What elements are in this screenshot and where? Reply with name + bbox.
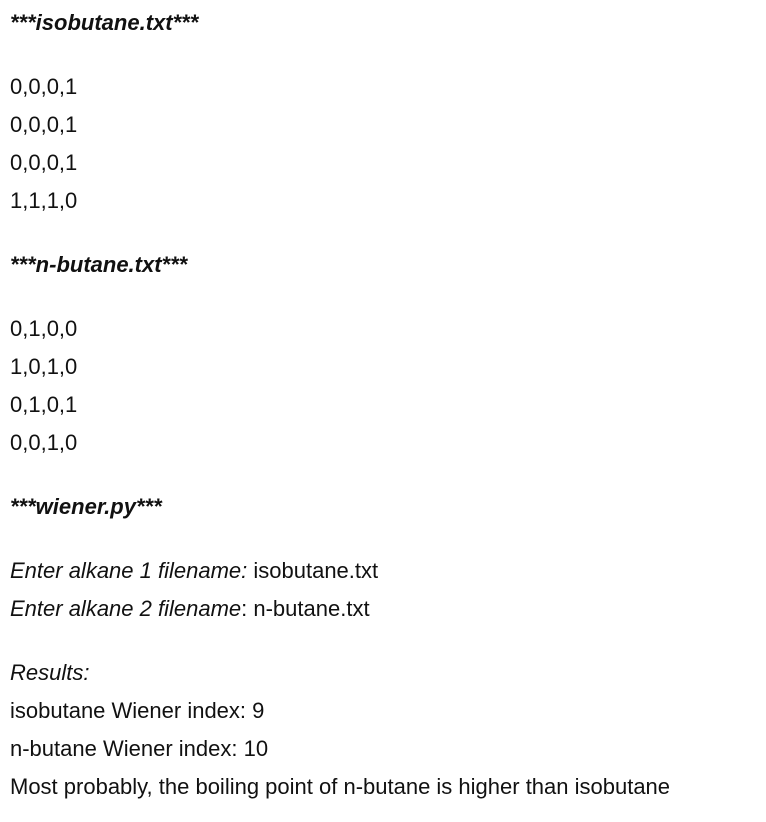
isobutane-wiener-result: isobutane Wiener index: 9 [10, 698, 265, 723]
results-label-text: Results: [10, 660, 90, 685]
spacer [10, 220, 760, 246]
nbutane-wiener-result: n-butane Wiener index: 10 [10, 736, 269, 761]
boiling-point-conclusion: Most probably, the boiling point of n-butane is higher than isobutane [10, 774, 671, 799]
isobutane-matrix-row: 1,1,1,0 [10, 188, 78, 213]
prompt-alkane-2-label: Enter alkane 2 filename [10, 596, 242, 621]
nbutane-file-heading: ***n-butane.txt*** [10, 252, 188, 277]
spacer [10, 526, 760, 552]
nbutane-matrix-row: 0,0,1,0 [10, 430, 78, 455]
prompt-alkane-1-label: Enter alkane 1 filename: [10, 558, 248, 583]
spacer [10, 628, 760, 654]
isobutane-matrix-row: 0,0,0,1 [10, 74, 78, 99]
nbutane-matrix-row: 1,0,1,0 [10, 354, 78, 379]
wiener-script-heading: ***wiener.py*** [10, 494, 162, 519]
document [10, 0, 760, 806]
prompt-alkane-2 [10, 590, 760, 628]
spacer [10, 42, 760, 68]
isobutane-matrix-row: 0,0,0,1 [10, 150, 78, 175]
results-label [10, 654, 760, 692]
prompt-alkane-1 [10, 552, 760, 590]
nbutane-matrix-row: 0,1,0,1 [10, 392, 78, 417]
nbutane-matrix-row: 0,1,0,0 [10, 316, 78, 341]
isobutane-file-heading: ***isobutane.txt*** [10, 10, 199, 35]
prompt-alkane-2-value: : n-butane.txt [241, 596, 370, 621]
prompt-alkane-1-value: isobutane.txt [247, 558, 379, 583]
spacer [10, 284, 760, 310]
isobutane-matrix-row: 0,0,0,1 [10, 112, 78, 137]
spacer [10, 462, 760, 488]
